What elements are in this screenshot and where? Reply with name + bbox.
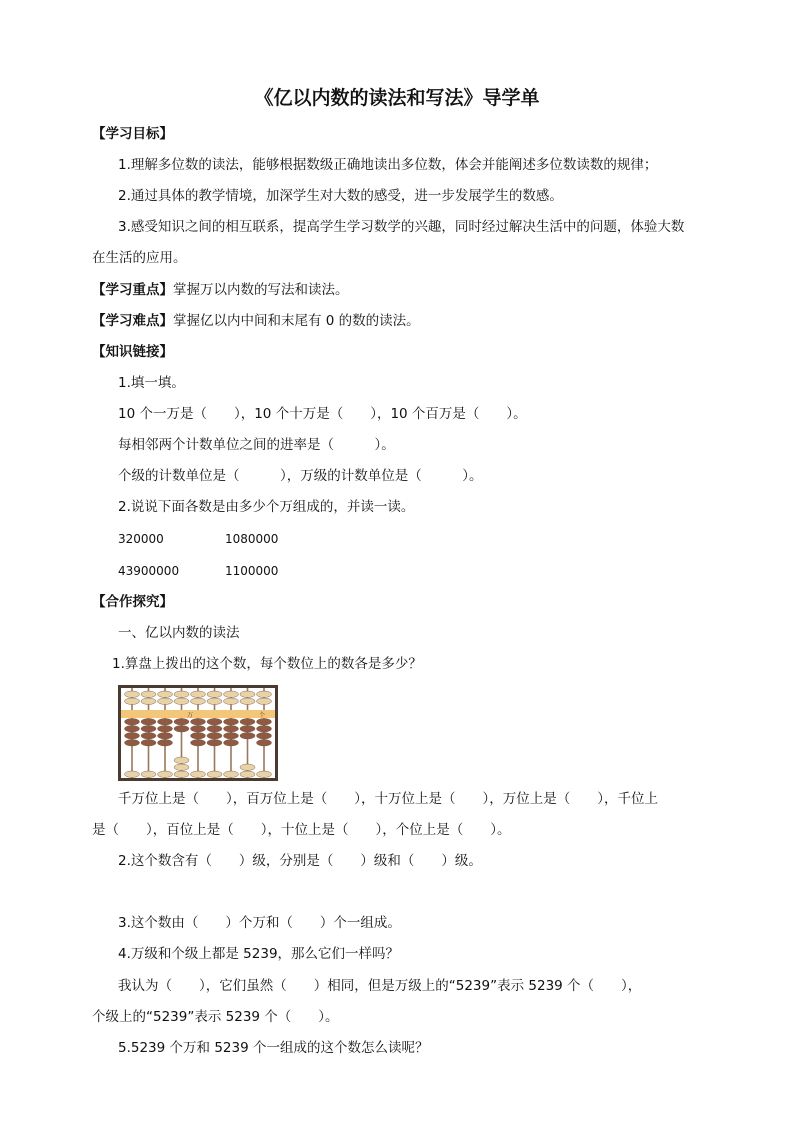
difficult-point (92, 312, 420, 330)
difficult-point-text: 掌握亿以内中间和末尾有 0 的数的读法。 (173, 313, 420, 329)
abacus-upper-bead (141, 698, 156, 705)
goal-item-3: 3.感受知识之间的相互联系，提高学生学习数学的兴趣，同时经过解决生活中的问题，体验大数 (118, 219, 685, 235)
abacus-lower-bead (257, 771, 272, 778)
number-4: 1100000 (225, 564, 279, 578)
abacus-upper-bead (207, 691, 222, 698)
abacus-lower-bead (224, 726, 239, 733)
goals-heading: 【学习目标】 (92, 126, 173, 142)
abacus-upper-bead (191, 691, 206, 698)
knowledge-line1: 10 个一万是（ ），10 个十万是（ ），10 个百万是（ ）。 (118, 406, 527, 422)
abacus-label-wan: 万 (187, 712, 194, 719)
explore-section: 一、亿以内数的读法 (118, 625, 240, 641)
explore-line-a1: 千万位上是（ ），百万位上是（ ），十万位上是（ ），万位上是（ ），千位上 (118, 791, 658, 807)
abacus-upper-bead (207, 698, 222, 705)
abacus-lower-bead (125, 719, 140, 726)
abacus-lower-bead (240, 771, 255, 778)
abacus-upper-bead (191, 698, 206, 705)
knowledge-line2: 每相邻两个计数单位之间的进率是（ ）。 (118, 437, 395, 453)
key-point-heading: 【学习重点】 (92, 282, 173, 298)
abacus-upper-bead (257, 691, 272, 698)
abacus-lower-bead (257, 740, 272, 747)
abacus-frame-bottom (118, 778, 278, 781)
abacus-frame-top (118, 685, 278, 688)
abacus-lower-bead (207, 719, 222, 726)
explore-q1: 1.算盘上拨出的这个数，每个数位上的数各是多少？ (112, 656, 422, 672)
abacus-lower-bead (125, 771, 140, 778)
explore-line-b2: 个级上的“5239”表示 5239 个（ ）。 (92, 1009, 339, 1025)
knowledge-q2: 2.说说下面各数是由多少个万组成的，并读一读。 (118, 499, 415, 515)
abacus-lower-bead (257, 726, 272, 733)
explore-line-b1: 我认为（ ），它们虽然（ ）相同，但是万级上的“5239”表示 5239 个（ ）， (118, 978, 642, 994)
abacus-lower-bead (125, 740, 140, 747)
abacus-lower-bead (141, 726, 156, 733)
page-title: 《亿以内数的读法和写法》导学单 (254, 87, 540, 109)
abacus-lower-bead (174, 771, 189, 778)
knowledge-heading: 【知识链接】 (92, 344, 173, 360)
goal-item-1: 1.理解多位数的读法，能够根据数级正确地读出多位数，体会并能阐述多位数读数的规律； (118, 157, 658, 173)
abacus-lower-bead (224, 719, 239, 726)
abacus-upper-bead (174, 698, 189, 705)
key-point-text: 掌握万以内数的写法和读法。 (173, 282, 349, 298)
abacus-upper-bead (158, 691, 173, 698)
abacus-lower-bead (240, 726, 255, 733)
abacus-lower-bead (240, 733, 255, 740)
key-point (92, 281, 349, 299)
abacus-lower-bead (191, 740, 206, 747)
abacus-upper-bead (158, 698, 173, 705)
goal-item-3-cont: 在生活的应用。 (92, 250, 187, 266)
abacus-lower-bead (174, 764, 189, 771)
explore-q4: 4.万级和个级上都是 5239，那么它们一样吗？ (118, 946, 400, 962)
abacus-upper-bead (240, 691, 255, 698)
abacus-lower-bead (141, 733, 156, 740)
abacus-lower-bead (191, 726, 206, 733)
abacus-lower-bead (141, 719, 156, 726)
abacus-lower-bead (207, 726, 222, 733)
abacus-lower-bead (257, 733, 272, 740)
abacus-upper-bead (125, 698, 140, 705)
abacus-lower-bead (125, 733, 140, 740)
explore-q3: 3.这个数由（ ）个万和（ ）个一组成。 (118, 915, 401, 931)
difficult-point-heading: 【学习难点】 (92, 313, 173, 329)
abacus-lower-bead (224, 733, 239, 740)
abacus-lower-bead (174, 719, 189, 726)
abacus-beam (121, 710, 275, 718)
knowledge-q1: 1.填一填。 (118, 375, 185, 391)
number-3: 43900000 (118, 564, 180, 578)
abacus-upper-bead (257, 698, 272, 705)
number-2: 1080000 (225, 532, 279, 546)
abacus-lower-bead (224, 740, 239, 747)
abacus-lower-bead (158, 719, 173, 726)
abacus-lower-bead (257, 719, 272, 726)
abacus-lower-bead (207, 771, 222, 778)
abacus-upper-bead (224, 698, 239, 705)
abacus-upper-bead (141, 691, 156, 698)
abacus-lower-bead (191, 719, 206, 726)
explore-q2: 2.这个数含有（ ）级，分别是（ ）级和（ ）级。 (118, 853, 482, 869)
knowledge-line3: 个级的计数单位是（ ），万级的计数单位是（ ）。 (118, 468, 483, 484)
abacus-upper-bead (240, 698, 255, 705)
abacus-lower-bead (207, 740, 222, 747)
abacus-lower-bead (158, 726, 173, 733)
abacus-upper-bead (125, 691, 140, 698)
explore-line-a2: 是（ ），百位上是（ ），十位上是（ ），个位上是（ ）。 (92, 822, 511, 838)
abacus-lower-bead (158, 740, 173, 747)
abacus-upper-bead (174, 691, 189, 698)
abacus-label-ge: 个 (259, 712, 266, 719)
number-1: 320000 (118, 532, 164, 546)
abacus-lower-bead (158, 733, 173, 740)
abacus-lower-bead (207, 733, 222, 740)
abacus-lower-bead (158, 771, 173, 778)
abacus-lower-bead (191, 771, 206, 778)
abacus-lower-bead (125, 726, 140, 733)
abacus-lower-bead (174, 757, 189, 764)
explore-heading: 【合作探究】 (92, 594, 173, 610)
abacus-lower-bead (141, 771, 156, 778)
abacus-lower-bead (191, 733, 206, 740)
explore-q5: 5.5239 个万和 5239 个一组成的这个数怎么读呢？ (118, 1040, 429, 1056)
abacus-lower-bead (240, 764, 255, 771)
abacus-frame-left (118, 685, 121, 781)
goal-item-2: 2.通过具体的教学情境，加深学生对大数的感受，进一步发展学生的数感。 (118, 188, 563, 204)
abacus-upper-bead (224, 691, 239, 698)
abacus-lower-bead (174, 726, 189, 733)
abacus-frame-right (275, 685, 278, 781)
abacus-lower-bead (224, 771, 239, 778)
abacus-lower-bead (240, 719, 255, 726)
abacus-image (118, 685, 278, 781)
abacus-lower-bead (141, 740, 156, 747)
